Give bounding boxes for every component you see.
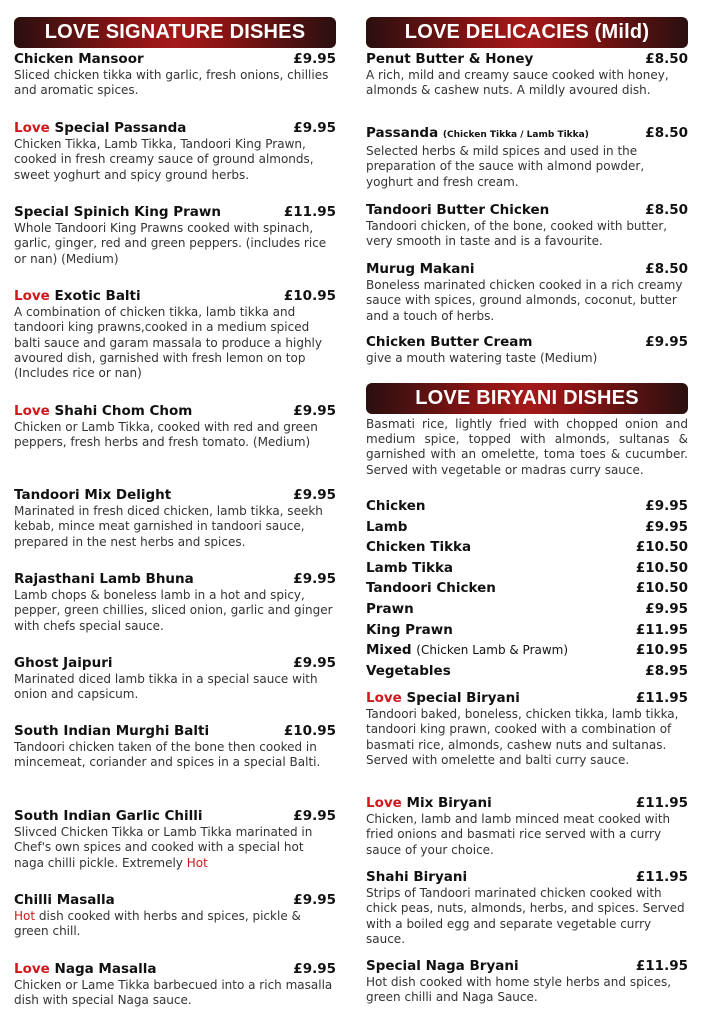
hot-label: Hot — [14, 909, 36, 923]
love-label: Love — [14, 403, 50, 419]
dish-love-shahi-chom-chom — [14, 403, 336, 451]
dish-description: Tandoori chicken taken of the bone then cooked in mincemeat, coriander and spices in a special Balti. — [14, 740, 321, 770]
dish-name: Ghost Jaipuri — [14, 655, 113, 671]
dish-price: £9.95 — [293, 892, 336, 908]
dish-rajasthani-lamb-bhuna — [14, 571, 336, 634]
biryani-intro: Basmati rice, lightly fried with chopped onion and medium spice, topped with almonds, sultanas & garnished with an omelette, toma toes & cucumber. Served with vegetable or madras curry sauce. — [366, 417, 688, 477]
dish-name: Murug Makani — [366, 261, 475, 277]
signature-banner: LOVE SIGNATURE DISHES — [14, 17, 336, 48]
dish-name: Special Spinich King Prawn — [14, 204, 221, 220]
item-name: Lamb — [366, 518, 408, 535]
dish-price: £8.50 — [645, 51, 688, 67]
dish-chilli-masalla — [14, 892, 336, 940]
item-price: £9.95 — [645, 518, 688, 535]
dish-description: Lamb chops & boneless lamb in a hot and spicy, pepper, green chillies, sliced onion, garlic and ginger with chefs special sauce. — [14, 588, 333, 633]
dish-name: Naga Masalla — [54, 961, 157, 977]
dish-murug-makani — [366, 261, 688, 324]
dish-tandoori-butter-chicken — [366, 202, 688, 250]
list-item — [366, 599, 688, 620]
dish-name: Passanda — [366, 125, 439, 141]
list-item — [366, 517, 688, 538]
item-name: Chicken Tikka — [366, 539, 472, 556]
dish-price: £9.95 — [645, 334, 688, 350]
dish-name: Penut Butter & Honey — [366, 51, 534, 67]
biryani-price-list — [366, 496, 688, 681]
dish-description: Tandoori chicken, of the bone, cooked with butter, very smooth in taste and is a favourite. — [366, 219, 668, 249]
dish-description: Tandoori baked, boneless, chicken tikka, lamb tikka, tandoori king prawn, cooked with a combination of basmati rice, almonds, cashew nuts and sultanas. Served with omelette and balti curry sauce. — [366, 707, 679, 767]
list-item — [366, 558, 688, 579]
dish-price: £9.95 — [293, 51, 336, 67]
dish-price: £8.50 — [645, 202, 688, 218]
item-name: Mixed — [366, 642, 412, 659]
item-name: Tandoori Chicken — [366, 580, 496, 597]
dish-love-special-passanda — [14, 120, 336, 183]
dish-price: £9.95 — [293, 655, 336, 671]
dish-shahi-biryani — [366, 869, 688, 947]
dish-description: Strips of Tandoori marinated chicken cooked with chick peas, nuts, almonds, herbs, and spices. Served with a boiled egg and separate vegetable curry sauce. — [366, 886, 685, 946]
item-price: £10.50 — [635, 539, 688, 556]
dish-description: Marinated in fresh diced chicken, lamb tikka, seekh kebab, mince meat garnished in tandoori sauce, prepared in the nest herbs and spices. — [14, 504, 323, 549]
item-name: King Prawn — [366, 621, 453, 638]
list-item — [366, 496, 688, 517]
dish-price: £11.95 — [635, 958, 688, 974]
dish-name: South Indian Garlic Chilli — [14, 808, 203, 824]
item-name: Chicken — [366, 498, 426, 514]
dish-description: Selected herbs & mild spices and used in the preparation of the sauce with almond powder, yoghurt and fresh cream. — [366, 144, 645, 189]
item-price: £8.95 — [645, 662, 688, 679]
dish-tandoori-mix-delight — [14, 487, 336, 550]
dish-love-exotic-balti — [14, 288, 336, 381]
dish-special-spinich-king-prawn — [14, 204, 336, 267]
dish-name: Mix Biryani — [406, 795, 492, 811]
dish-price: £11.95 — [635, 795, 688, 811]
dish-price: £8.50 — [645, 125, 688, 141]
signature-column — [14, 0, 336, 1024]
dish-passanda — [366, 125, 688, 190]
dish-description: dish cooked with herbs and spices, pickle & green chill. — [14, 909, 301, 939]
dish-penut-butter-honey — [366, 51, 688, 99]
dish-price: £9.95 — [293, 961, 336, 977]
dish-description: Sliced chicken tikka with garlic, fresh onions, chillies and aromatic spices. — [14, 68, 329, 98]
dish-price: £10.95 — [283, 288, 336, 304]
item-price: £11.95 — [635, 621, 688, 638]
item-name: Vegetables — [366, 662, 451, 679]
dish-name: Rajasthani Lamb Bhuna — [14, 571, 194, 587]
delicacies-banner: LOVE DELICACIES (Mild) — [366, 17, 688, 48]
love-label: Love — [14, 961, 50, 977]
dish-south-indian-garlic-chilli — [14, 808, 336, 871]
dish-name: Shahi Biryani — [366, 869, 468, 885]
item-price: £10.50 — [635, 559, 688, 576]
item-price: £10.50 — [635, 580, 688, 597]
dish-description: Slivced Chicken Tikka or Lamb Tikka marinated in Chef's own spices and cooked with a special hot naga chilli pickle. Extremely — [14, 825, 313, 870]
dish-special-naga-bryani — [366, 958, 688, 1006]
dish-name: Tandoori Mix Delight — [14, 487, 172, 503]
dish-description: Chicken or Lamb Tikka, cooked with red and green peppers, fresh herbs and fresh tomato. (Medium) — [14, 420, 318, 450]
item-price: £9.95 — [645, 600, 688, 617]
dish-name: South Indian Murghi Balti — [14, 723, 210, 739]
item-name: Prawn — [366, 600, 414, 617]
list-item — [366, 578, 688, 599]
biryani-banner: LOVE BIRYANI DISHES — [366, 383, 688, 414]
dish-description: Marinated diced lamb tikka in a special sauce with onion and capsicum. — [14, 672, 318, 702]
dish-note: (Chicken Tikka / Lamb Tikka) — [442, 130, 589, 140]
love-label: Love — [366, 690, 402, 706]
dish-price: £9.95 — [293, 120, 336, 136]
dish-price: £11.95 — [635, 690, 688, 706]
dish-description: Chicken, lamb and lamb minced meat cooked with fried onions and basmati rice served with a curry sauce of your choice. — [366, 812, 671, 857]
dish-price: £9.95 — [293, 808, 336, 824]
dish-description: Chicken Tikka, Lamb Tikka, Tandoori King Prawn, cooked in fresh creamy sauce of ground almonds, sweet yoghurt and spicy ground herbs. — [14, 137, 314, 182]
dish-description: Chicken or Lame Tikka barbecued into a rich masalla dish with special Naga sauce. — [14, 978, 333, 1008]
dish-chicken-butter-cream — [366, 334, 688, 366]
item-name: Lamb Tikka — [366, 559, 454, 576]
dish-description: give a mouth watering taste (Medium) — [366, 351, 598, 365]
dish-name: Shahi Chom Chom — [54, 403, 193, 419]
item-note: (Chicken Lamb & Prawm) — [416, 643, 569, 658]
dish-price: £8.50 — [645, 261, 688, 277]
dish-love-special-biryani — [366, 690, 688, 768]
dish-price: £9.95 — [293, 571, 336, 587]
love-label: Love — [366, 795, 402, 811]
dish-description: Hot dish cooked with home style herbs and spices, green chilli and Naga Sauce. — [366, 975, 672, 1005]
dish-price: £9.95 — [293, 403, 336, 419]
list-item — [366, 661, 688, 682]
item-price: £9.95 — [645, 498, 688, 514]
dish-description: Boneless marinated chicken cooked in a rich creamy sauce with spices, ground almonds, coconut, butter and a touch of herbs. — [366, 278, 683, 323]
dish-name: Exotic Balti — [54, 288, 141, 304]
dish-description: Whole Tandoori King Prawns cooked with spinach, garlic, ginger, red and green peppers. (includes rice or nan) (Medium) — [14, 221, 327, 266]
item-price: £10.95 — [635, 642, 688, 659]
list-item — [366, 640, 688, 661]
dish-name: Special Passanda — [54, 120, 187, 136]
dish-name: Chicken Mansoor — [14, 51, 144, 67]
dish-price: £11.95 — [283, 204, 336, 220]
love-label: Love — [14, 120, 50, 136]
dish-ghost-jaipuri — [14, 655, 336, 703]
dish-price: £10.95 — [283, 723, 336, 739]
dish-chicken-mansoor — [14, 51, 336, 99]
dish-name: Special Naga Bryani — [366, 958, 519, 974]
dish-name: Chilli Masalla — [14, 892, 115, 908]
love-label: Love — [14, 288, 50, 304]
dish-price: £11.95 — [635, 869, 688, 885]
dish-love-mix-biryani — [366, 795, 688, 858]
dish-description: A combination of chicken tikka, lamb tikka and tandoori king prawns,cooked in a medium spiced balti sauce and garam massala to produce a highly avoured dish, garnished with fresh lemon on top (Includes rice or nan) — [14, 305, 322, 381]
delicacies-column — [366, 0, 688, 1024]
dish-name: Chicken Butter Cream — [366, 334, 533, 350]
dish-description: A rich, mild and creamy sauce cooked with honey, almonds & cashew nuts. A mildly avoured dish. — [366, 68, 669, 98]
dish-love-naga-masalla — [14, 961, 336, 1009]
dish-name: Tandoori Butter Chicken — [366, 202, 550, 218]
dish-south-indian-murghi-balti — [14, 723, 336, 771]
list-item — [366, 620, 688, 641]
dish-name: Special Biryani — [406, 690, 520, 706]
list-item — [366, 537, 688, 558]
dish-price: £9.95 — [293, 487, 336, 503]
hot-label: Hot — [186, 855, 208, 870]
